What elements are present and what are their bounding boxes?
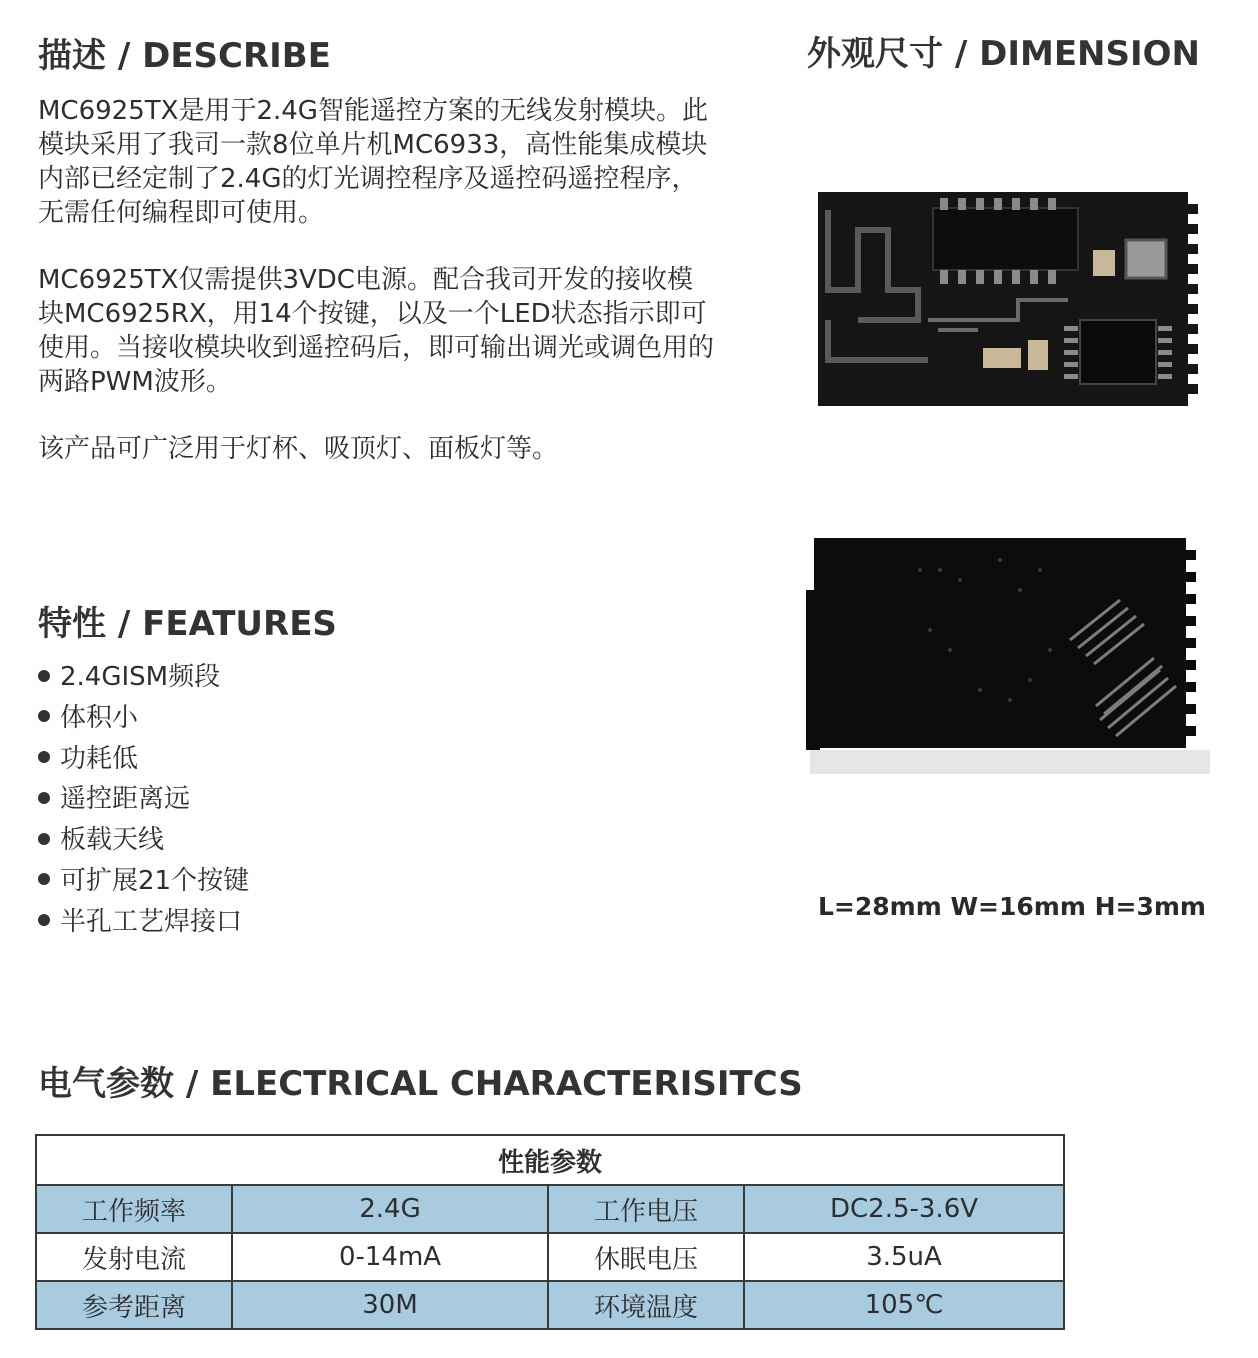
table-row	[36, 1185, 1064, 1233]
table-cell: 环境温度	[548, 1281, 744, 1329]
electrical-parameter-table	[35, 1134, 1065, 1330]
bullet-icon	[38, 710, 50, 722]
table-cell: DC2.5-3.6V	[744, 1185, 1064, 1233]
table-cell: 工作频率	[36, 1185, 232, 1233]
feature-item: 遥控距离远	[38, 779, 249, 820]
features-list	[38, 657, 249, 943]
table-row	[36, 1281, 1064, 1329]
feature-item: 2.4GISM频段	[38, 657, 249, 698]
describe-title: 描述 / DESCRIBE	[38, 36, 331, 76]
feature-item: 板载天线	[38, 820, 249, 861]
table-cell: 0-14mA	[232, 1233, 548, 1281]
module-bottom-photo	[800, 530, 1218, 780]
electrical-title: 电气参数 / ELECTRICAL CHARACTERISITCS	[38, 1064, 803, 1104]
table-cell: 105℃	[744, 1281, 1064, 1329]
describe-paragraph-1: MC6925TX是用于2.4G智能遥控方案的无线发射模块。此模块采用了我司一款8位单片机MC6933，高性能集成模块内部已经定制了2.4G的灯光调控程序及遥控码遥控程序，无需任何编程即可使用。	[38, 96, 708, 228]
table-header: 性能参数	[36, 1135, 1064, 1185]
table-cell: 30M	[232, 1281, 548, 1329]
table-cell: 发射电流	[36, 1233, 232, 1281]
bullet-icon	[38, 751, 50, 763]
bullet-icon	[38, 873, 50, 885]
dimension-size-text: L=28mm W=16mm H=3mm	[818, 892, 1206, 921]
table-cell: 3.5uA	[744, 1233, 1064, 1281]
dimension-title: 外观尺寸 / DIMENSION	[807, 34, 1200, 74]
table-row	[36, 1233, 1064, 1281]
table-cell: 参考距离	[36, 1281, 232, 1329]
feature-item: 可扩展21个按键	[38, 861, 249, 902]
describe-paragraph-2: MC6925TX仅需提供3VDC电源。配合我司开发的接收模块MC6925RX，用14个按键，以及一个LED状态指示即可使用。当接收模块收到遥控码后，即可输出调光或调色用的两路PWM波形。	[38, 265, 715, 397]
feature-item: 半孔工艺焊接口	[38, 902, 249, 943]
bullet-icon	[38, 670, 50, 682]
bullet-icon	[38, 792, 50, 804]
describe-paragraph-3: 该产品可广泛用于灯杯、吸顶灯、面板灯等。	[38, 434, 559, 464]
bullet-icon	[38, 914, 50, 926]
features-title: 特性 / FEATURES	[38, 604, 337, 644]
table-cell: 休眠电压	[548, 1233, 744, 1281]
table-cell: 2.4G	[232, 1185, 548, 1233]
module-top-photo	[818, 190, 1202, 408]
bullet-icon	[38, 833, 50, 845]
feature-item: 功耗低	[38, 739, 249, 780]
feature-item: 体积小	[38, 698, 249, 739]
table-cell: 工作电压	[548, 1185, 744, 1233]
